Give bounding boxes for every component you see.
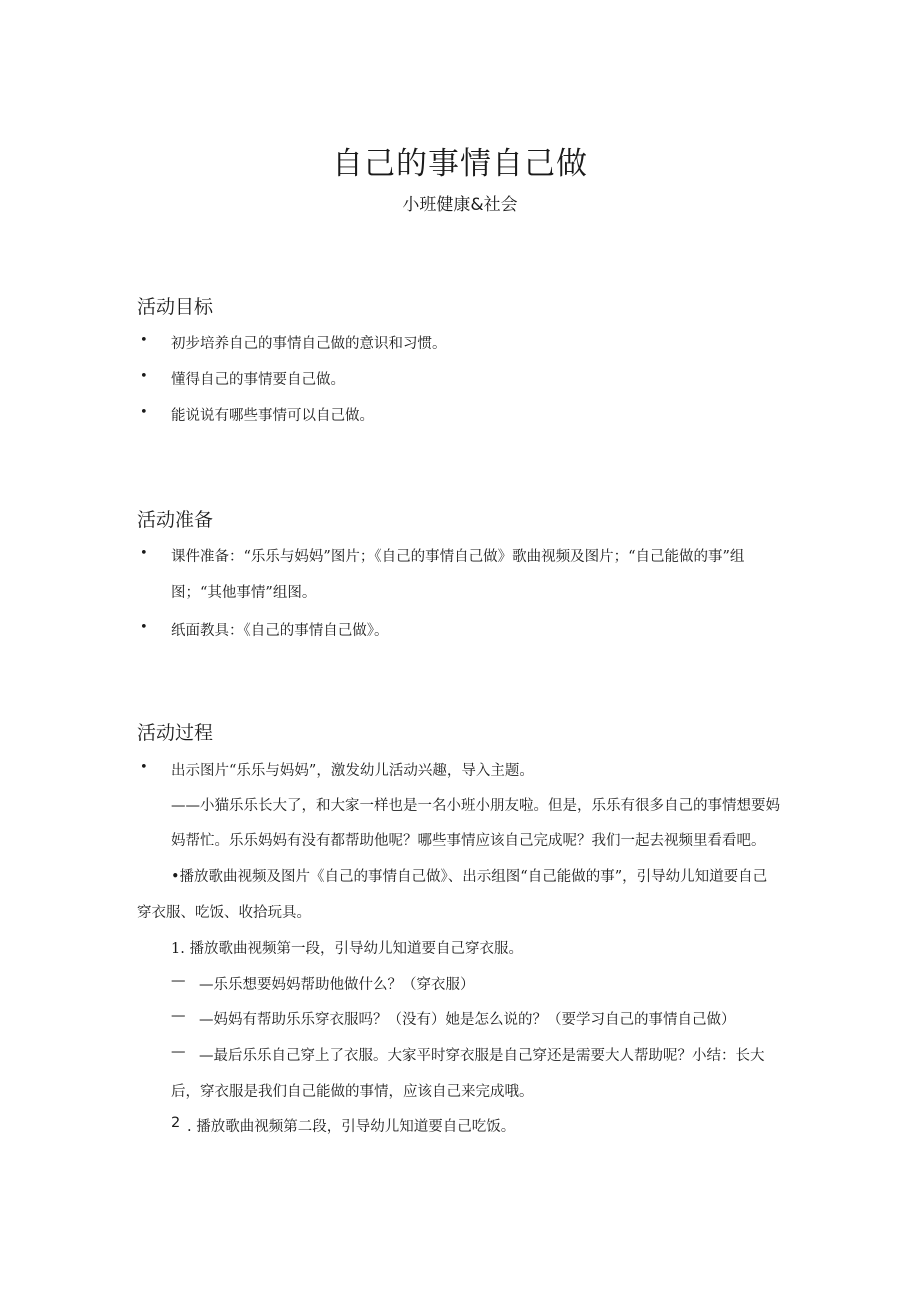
qa-line: —乐乐想要妈妈帮助他做什么？（穿衣服）	[199, 977, 475, 993]
page-title: 自己的事情自己做	[332, 146, 588, 182]
process-text: 妈帮忙。乐乐妈妈有没有都帮助他呢？哪些事情应该自己完成呢？我们一起去视频里看看吧。	[171, 833, 766, 849]
page-subtitle: 小班健康&社会	[402, 195, 518, 215]
goal-item: 懂得自己的事情要自己做。	[171, 372, 345, 388]
qa-line: —最后乐乐自己穿上了衣服。大家平时穿衣服是自己穿还是需要大人帮助呢？小结：长大	[199, 1048, 765, 1064]
qa-line: 后，穿衣服是我们自己能做的事情，应该自己来完成哦。	[171, 1084, 534, 1100]
bullet-icon: •	[140, 369, 148, 384]
process-step: 出示图片“乐乐与妈妈”，激发幼儿活动兴趣，导入主题。	[171, 763, 534, 779]
process-substep: . 播放歌曲视频第二段，引导幼儿知道要自己吃饭。	[187, 1119, 516, 1135]
goal-item: 能说说有哪些事情可以自己做。	[171, 408, 374, 424]
goal-item: 初步培养自己的事情自己做的意识和习惯。	[171, 336, 447, 352]
dash-marker: —	[171, 1044, 186, 1060]
dash-marker: —	[171, 973, 186, 989]
dash-marker: —	[171, 1008, 186, 1024]
bullet-icon: •	[140, 405, 148, 420]
qa-line: —妈妈有帮助乐乐穿衣服吗？（没有）她是怎么说的？（要学习自己的事情自己做）	[199, 1012, 736, 1028]
section-heading-goals: 活动目标	[137, 296, 214, 318]
section-heading-process: 活动过程	[137, 722, 214, 744]
bullet-icon: •	[140, 760, 148, 775]
substep-number: 2	[171, 1115, 181, 1131]
process-text: •播放歌曲视频及图片《自己的事情自己做》、出示组图“自己能做的事”，引导幼儿知道要自己	[171, 869, 768, 885]
bullet-icon: •	[140, 620, 148, 635]
section-heading-prep: 活动准备	[137, 509, 214, 531]
prep-item-line: 图；“其他事情”组图。	[171, 585, 317, 601]
bullet-icon: •	[140, 333, 148, 348]
process-text: ——小猫乐乐长大了，和大家一样也是一名小班小朋友啦。但是，乐乐有很多自己的事情想要妈	[171, 798, 780, 814]
process-text: 穿衣服、吃饭、收拾玩具。	[137, 905, 311, 921]
process-substep: 1. 播放歌曲视频第一段，引导幼儿知道要自己穿衣服。	[171, 941, 523, 957]
prep-item-line: 纸面教具：《自己的事情自己做》。	[171, 623, 389, 639]
prep-item-line: 课件准备：“乐乐与妈妈”图片；《自己的事情自己做》歌曲视频及图片；“自己能做的事”组	[171, 549, 745, 565]
bullet-icon: •	[140, 546, 148, 561]
